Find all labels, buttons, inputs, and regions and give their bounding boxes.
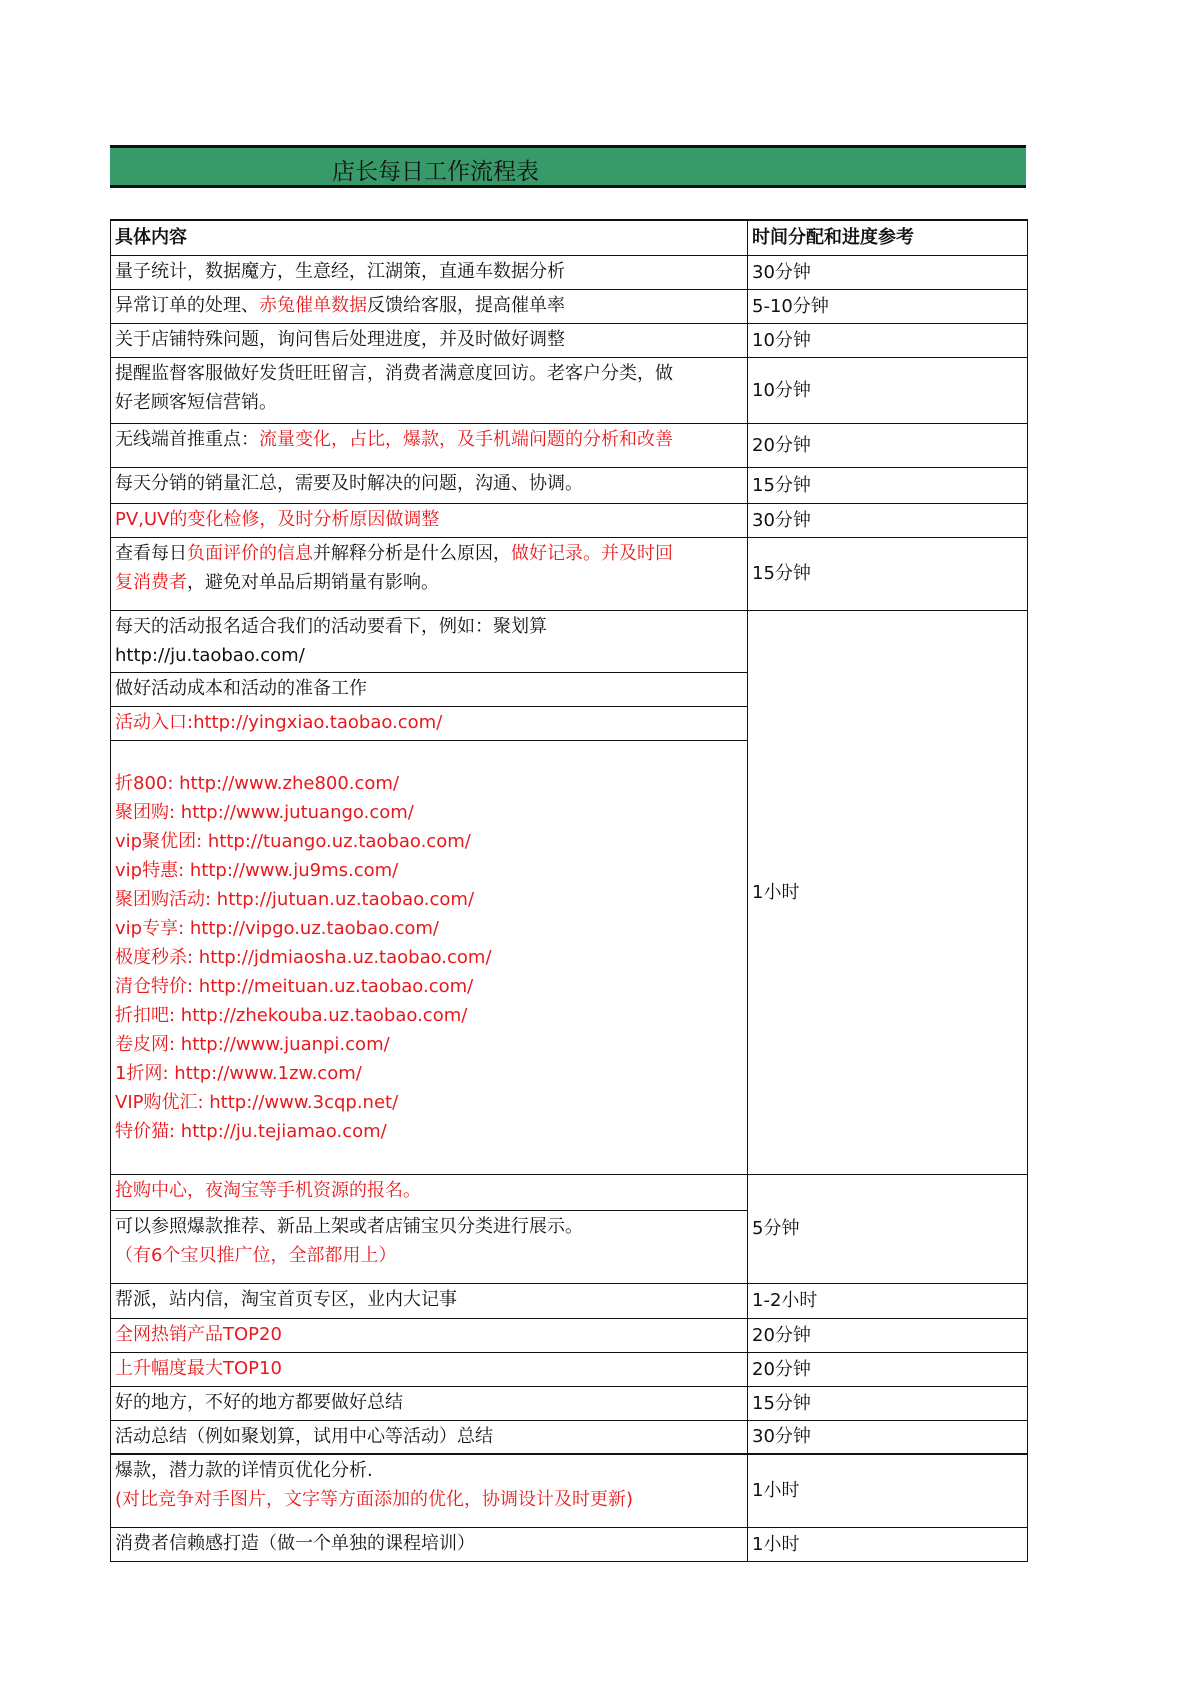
text-segment: 量子统计，数据魔方，生意经，江湖策，直通车数据分析 [115,260,565,282]
task-content [111,1318,748,1352]
table-row [111,289,1028,323]
task-content [111,423,748,467]
task-content [111,1527,748,1561]
task-content [111,1174,748,1210]
content-line [115,1117,743,1146]
highlighted-text: 折800: http://www.zhe800.com/ [115,772,400,794]
content-line [115,1212,743,1241]
header-time: 时间分配和进度参考 [748,220,1028,255]
task-content [111,357,748,423]
text-segment: 好的地方，不好的地方都要做好总结 [115,1391,403,1413]
table-row [111,503,1028,537]
highlighted-text: 活动入口:http://yingxiao.taobao.com/ [115,711,443,733]
content-line [115,568,743,597]
time-allocation: 20分钟 [748,423,1028,467]
text-segment: 并解释分析是什么原因， [313,542,511,564]
content-line [115,325,743,354]
highlighted-text: (对比竞争对手图片，文字等方面添加的优化，协调设计及时更新) [115,1489,634,1510]
content-line [115,359,743,388]
workflow-table [110,219,1028,1562]
highlighted-text: 做好记录。并及时回 [511,542,673,564]
text-segment: 帮派，站内信，淘宝首页专区，业内大记事 [115,1288,457,1310]
highlighted-text: 负面评价的信息 [187,542,313,564]
content-line [115,1059,743,1088]
task-content [111,323,748,357]
time-allocation: 10分钟 [748,323,1028,357]
task-content [111,1454,748,1527]
text-segment: 做好活动成本和活动的准备工作 [115,677,367,699]
task-content [111,537,748,610]
table-row [111,1386,1028,1420]
content-line [115,641,743,670]
time-allocation: 5分钟 [748,1174,1028,1283]
content-line [115,425,743,454]
highlighted-text: 抢购中心，夜淘宝等手机资源的报名。 [115,1179,421,1201]
time-allocation: 15分钟 [748,1386,1028,1420]
table-row [111,357,1028,423]
content-line [115,505,743,534]
time-allocation: 30分钟 [748,503,1028,537]
content-line [115,1388,743,1417]
highlighted-text: VIP购优汇: http://www.3cqp.net/ [115,1091,399,1113]
time-allocation: 20分钟 [748,1352,1028,1386]
highlighted-text: （有6个宝贝推广位，全部都用上） [115,1244,397,1266]
time-allocation: 30分钟 [748,255,1028,289]
content-line [115,1030,743,1059]
content-line [115,674,743,703]
task-content [111,1283,748,1318]
text-segment: 活动总结（例如聚划算，试用中心等活动）总结 [115,1425,493,1447]
table-row [111,423,1028,467]
highlighted-text: vip聚优团: http://tuango.uz.taobao.com/ [115,830,471,852]
time-allocation: 1小时 [748,610,1028,1174]
content-line [115,1422,743,1451]
table-row [111,255,1028,289]
highlighted-text: 流量变化，占比，爆款，及手机端问题的分析和改善 [259,428,673,450]
text-segment: http://ju.taobao.com/ [115,644,305,666]
text-segment: 反馈给客服，提高催单率 [367,294,565,316]
highlighted-text: 聚团购: http://www.jutuango.com/ [115,801,414,823]
time-allocation: 5-10分钟 [748,289,1028,323]
table-row [111,1283,1028,1318]
time-allocation: 1小时 [748,1454,1028,1527]
task-content [111,1210,748,1283]
highlighted-text: 特价猫: http://ju.tejiamao.com/ [115,1120,387,1142]
highlighted-text: 1折网: http://www.1zw.com/ [115,1062,362,1084]
text-segment: 好老顾客短信营销。 [115,391,277,413]
text-segment: 每天分销的销量汇总，需要及时解决的问题，沟通、协调。 [115,472,583,494]
table-row [111,610,1028,672]
time-allocation: 20分钟 [748,1318,1028,1352]
content-line [115,708,743,737]
content-line [115,1088,743,1117]
table-row [111,1454,1028,1527]
content-line [115,1354,743,1383]
time-allocation: 10分钟 [748,357,1028,423]
task-content [111,503,748,537]
table-row [111,323,1028,357]
content-line [115,1456,743,1485]
highlighted-text: 复消费者 [115,571,187,593]
content-line [115,469,743,498]
task-content [111,740,748,1174]
title-bar [110,145,1026,188]
content-line [115,1320,743,1349]
text-segment: 关于店铺特殊问题，询问售后处理进度，并及时做好调整 [115,328,565,350]
text-segment: 爆款，潜力款的详情页优化分析. [115,1460,373,1481]
task-content [111,1420,748,1454]
highlighted-text: 极度秒杀: http://jdmiaosha.uz.taobao.com/ [115,946,492,968]
highlighted-text: vip专享: http://vipgo.uz.taobao.com/ [115,917,439,939]
time-allocation: 15分钟 [748,467,1028,503]
content-line [115,1485,743,1514]
table-row [111,467,1028,503]
task-content [111,610,748,672]
page-title: 店长每日工作流程表 [332,159,539,185]
content-line [115,972,743,1001]
content-line [115,1241,743,1270]
highlighted-text: 赤兔催单数据 [259,294,367,316]
task-content [111,706,748,740]
time-allocation: 15分钟 [748,537,1028,610]
table-row [111,1527,1028,1561]
task-content [111,467,748,503]
highlighted-text: 卷皮网: http://www.juanpi.com/ [115,1033,390,1055]
task-content [111,289,748,323]
header-content: 具体内容 [111,220,748,255]
table-row [111,1318,1028,1352]
task-content [111,255,748,289]
content-line [115,1176,743,1205]
content-line [115,539,743,568]
table-row [111,1174,1028,1210]
content-line [115,769,743,798]
text-segment: 可以参照爆款推荐、新品上架或者店铺宝贝分类进行展示。 [115,1215,583,1237]
content-line [115,798,743,827]
content-line [115,943,743,972]
text-segment: 查看每日 [115,542,187,564]
time-allocation: 1-2小时 [748,1283,1028,1318]
content-line [115,856,743,885]
time-allocation: 30分钟 [748,1420,1028,1454]
table-row [111,537,1028,610]
highlighted-text: 清仓特价: http://meituan.uz.taobao.com/ [115,975,474,997]
highlighted-text: vip特惠: http://www.ju9ms.com/ [115,859,399,881]
text-segment: ，避免对单品后期销量有影响。 [187,571,439,593]
content-line [115,1001,743,1030]
table-row [111,1420,1028,1454]
content-line [115,1529,743,1558]
highlighted-text: 折扣吧: http://zhekouba.uz.taobao.com/ [115,1004,468,1026]
content-line [115,914,743,943]
highlighted-text: PV,UV的变化检修，及时分析原因做调整 [115,508,440,530]
content-line [115,612,743,641]
content-line [115,291,743,320]
task-content [111,1386,748,1420]
highlighted-text: 聚团购活动: http://jutuan.uz.taobao.com/ [115,888,475,910]
highlighted-text: 上升幅度最大TOP10 [115,1357,282,1379]
content-line [115,388,743,417]
content-line [115,1285,743,1314]
task-content [111,1352,748,1386]
text-segment: 无线端首推重点： [115,428,259,450]
content-line [115,257,743,286]
task-content [111,672,748,706]
content-line [115,885,743,914]
table-header-row [111,220,1028,255]
text-segment: 每天的活动报名适合我们的活动要看下，例如：聚划算 [115,615,547,637]
text-segment: 提醒监督客服做好发货旺旺留言，消费者满意度回访。老客户分类，做 [115,362,673,384]
table-row [111,1352,1028,1386]
text-segment: 消费者信赖感打造（做一个单独的课程培训） [115,1532,475,1554]
text-segment: 异常订单的处理、 [115,294,259,316]
content-line [115,827,743,856]
time-allocation: 1小时 [748,1527,1028,1561]
highlighted-text: 全网热销产品TOP20 [115,1323,282,1345]
